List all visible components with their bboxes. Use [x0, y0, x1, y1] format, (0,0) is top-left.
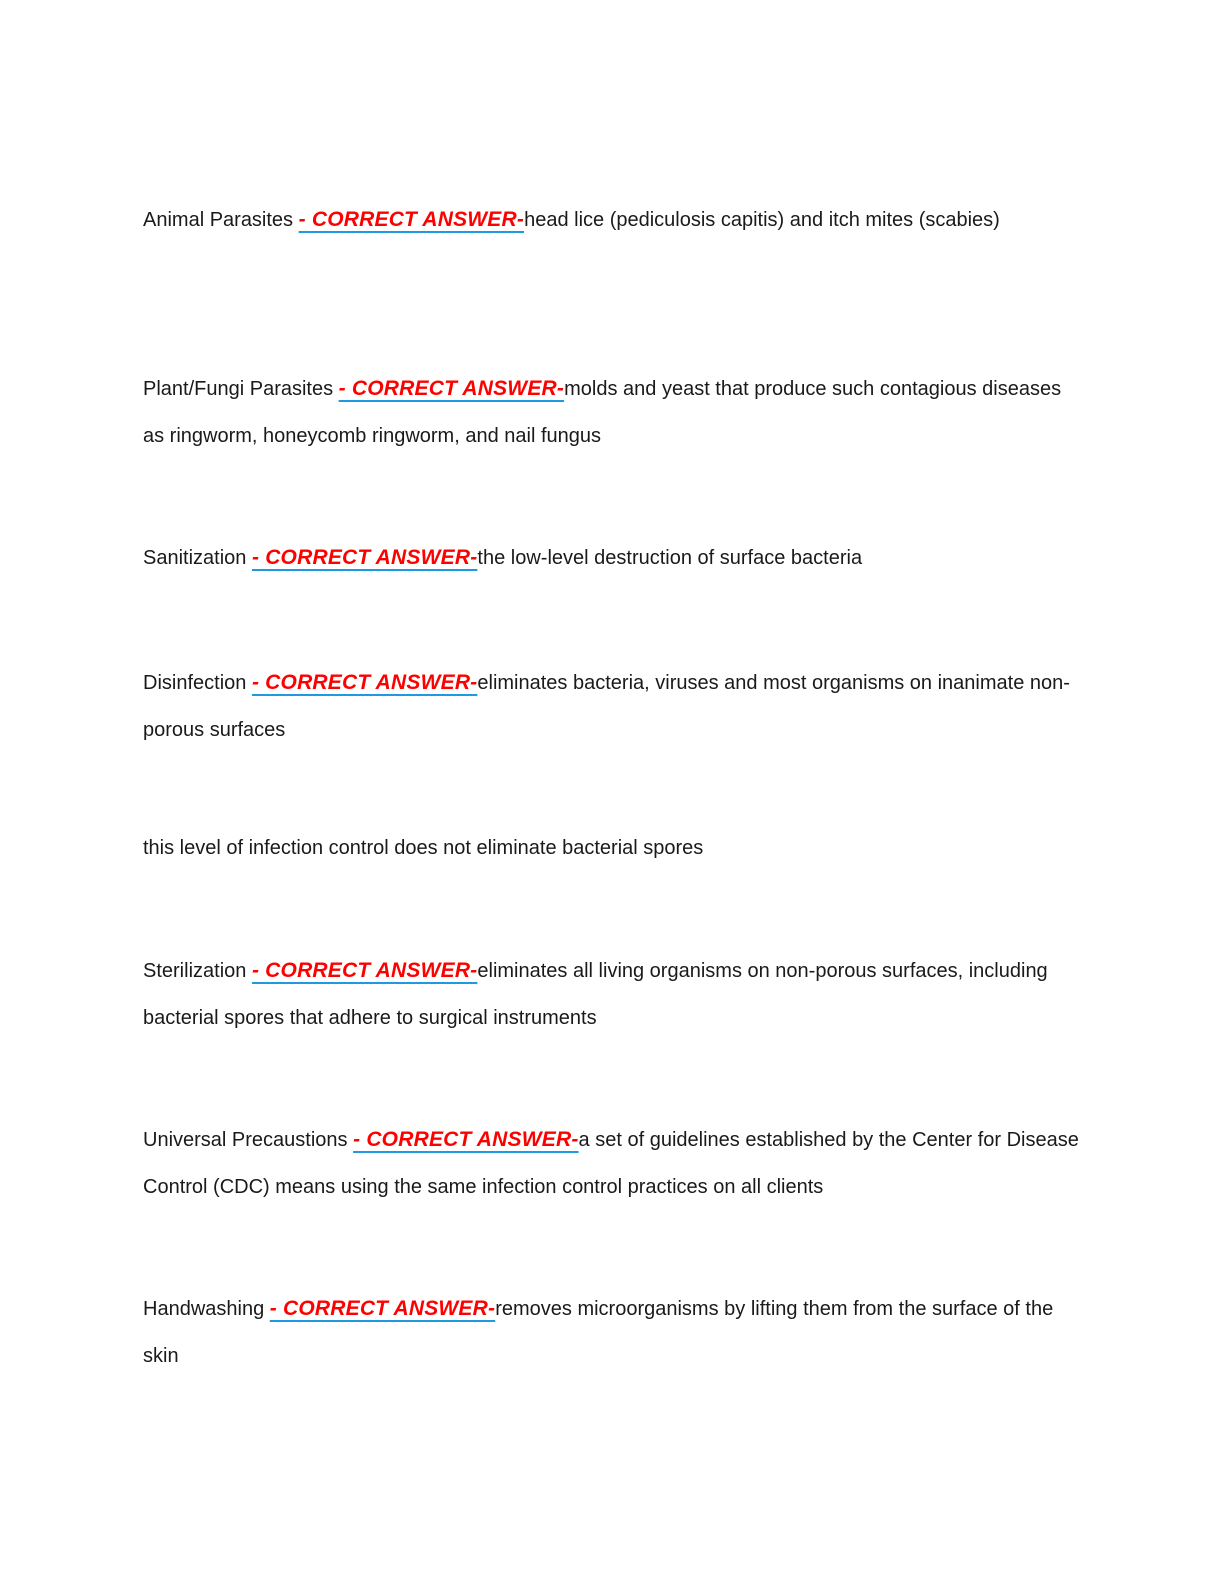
- entry-term: Animal Parasites: [143, 209, 299, 231]
- entry-definition: a set of guidelines established by the Center for Disease Control (CDC) means using the same infection control practices on all clients: [143, 1129, 1079, 1198]
- entry-animal-parasites: [143, 196, 1083, 244]
- correct-answer-marker: - CORRECT ANSWER-: [353, 1128, 579, 1151]
- entry-definition: the low-level destruction of surface bacteria: [477, 547, 863, 569]
- correct-answer-marker: - CORRECT ANSWER-: [251, 546, 478, 569]
- entry-sterilization: [143, 947, 1083, 1042]
- correct-answer-marker: - CORRECT ANSWER-: [251, 959, 478, 982]
- correct-answer-marker: - CORRECT ANSWER-: [338, 377, 565, 400]
- entry-universal-precautions: [143, 1116, 1083, 1211]
- entry-term: Sterilization: [143, 960, 252, 982]
- disinfection-note: this level of infection control does not eliminate bacterial spores: [143, 837, 704, 859]
- entry-term: Handwashing: [143, 1298, 270, 1320]
- entry-definition: removes microorganisms by lifting them from the surface of the skin: [143, 1298, 1054, 1367]
- entry-sanitization: [143, 534, 1083, 582]
- entry-definition: eliminates bacteria, viruses and most organisms on inanimate non-porous surfaces: [143, 672, 1070, 741]
- entry-term: Plant/Fungi Parasites: [143, 378, 339, 400]
- entry-definition: molds and yeast that produce such contagious diseases as ringworm, honeycomb ringworm, and nail fungus: [143, 378, 1062, 447]
- entry-disinfection: [143, 659, 1083, 754]
- entry-term: Universal Precaustions: [143, 1129, 354, 1151]
- entry-term: Disinfection: [143, 672, 252, 694]
- entry-handwashing: [143, 1285, 1083, 1380]
- entry-term: Sanitization: [143, 547, 252, 569]
- correct-answer-marker: - CORRECT ANSWER-: [269, 1297, 496, 1320]
- correct-answer-marker: - CORRECT ANSWER-: [251, 671, 478, 694]
- entry-definition: head lice (pediculosis capitis) and itch mites (scabies): [524, 209, 1000, 231]
- entry-plant-fungi-parasites: [143, 365, 1083, 460]
- correct-answer-marker: - CORRECT ANSWER-: [298, 208, 525, 231]
- entry-definition: eliminates all living organisms on non-porous surfaces, including bacterial spores that adhere to surgical instruments: [143, 960, 1048, 1029]
